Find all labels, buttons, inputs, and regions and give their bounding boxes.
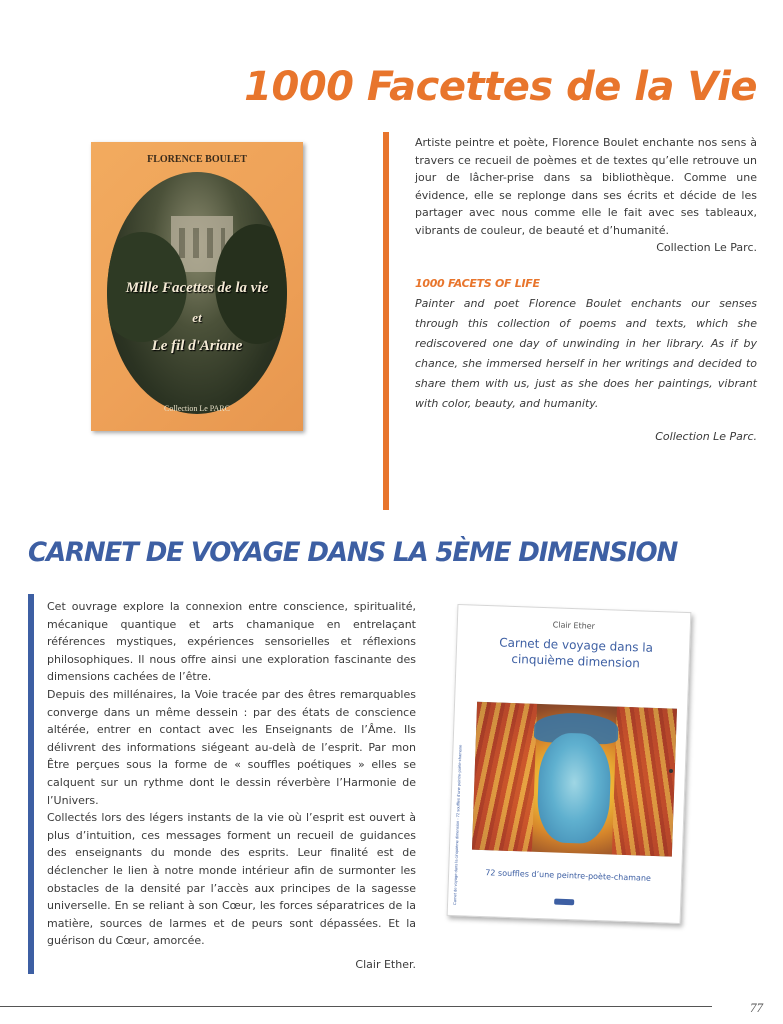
painting-hair-left [472,702,537,852]
cover-author: FLORENCE BOULET [147,154,247,165]
article-title-1000-facettes: 1000 Facettes de la Vie [244,64,757,110]
painting-face [536,732,612,844]
cover-title: Carnet de voyage dans la cinquième dimension [499,635,654,671]
cover-author: Clair Ether [552,620,596,631]
cover-subtitle: 72 souffles d’une peintre-poète-chamane [485,868,652,883]
painting-hair-right [612,707,677,857]
footer-rule [0,1006,712,1007]
paragraph-1: Cet ouvrage explore la connexion entre conscience, spiritualité, mécanique quantique et arts chamanique en entrelaçant références mystiques, expériences sensorielles et réflexions philosophiques. Il nous offre ainsi une exploration fascinante des dimensions cachées de l’être. [47,600,416,684]
text-english: Painter and poet Florence Boulet enchants our senses through this collection of poems and texts, which she rediscovered one day of unwinding in her library. As if by chance, she immersed herself in her writings and decided to share them with us, just as she does her paintings, vibrant with color, beauty, and humanity. [415,297,757,410]
bullet-dot [669,769,673,773]
section2-text [47,598,416,973]
book-cover-carnet-de-voyage [447,604,692,924]
signature-english: Collection Le Parc. [655,430,757,443]
publisher-logo-icon [554,899,574,906]
cover-title-line3: Le fil d'Ariane [151,338,243,354]
book-cover-mille-facettes [91,142,303,431]
blue-divider-bar [28,594,34,974]
orange-divider-bar [383,132,389,510]
paragraph-3: Collectés lors des légers instants de la vie où l’esprit est ouvert à plus d’intuition, ces messages forment un recueil de guidances des enseignants du monde des esprits. Leur finalité est de déclencher le lien à notre monde intérieur afin de surmonter les obstacles de la densité par l’accès aux principes de la sagesse universelle. En se reliant à son Cœur, les forces séparatrices de la matière, sources de larmes et de peurs sont dépassées. Et la guérison du Cœur, amorcée. [47,811,416,948]
text-french: Artiste peintre et poète, Florence Boulet enchante nos sens à travers ce recueil de poèmes et de textes qu’elle retrouve un jour de lâcher-prise dans sa bibliothèque. Comme une évidence, elle se replonge dans ses écrits et décide de les partager avec nous comme elle le fait avec ses tableaux, vibrants de couleur, de beauté et d’humanité. [415,136,757,237]
paragraph-2: Depuis des millénaires, la Voie tracée par des êtres remarquables converge dans un même dessein : par des états de conscience altérée, entrer en contact avec les Enseignants de l’Âme. Ils délivrent des informations siégeant au-delà de l’esprit. Par mon Être perçues sous la forme de « souffles poétiques » elles se calquent sur un rythme dont le dessin réverbère l’Harmonie de l’Univers. [47,687,416,807]
section1-text [415,134,757,446]
cover-title-line2: et [192,310,202,325]
subtitle-english: 1000 FACETS OF LIFE [415,276,540,290]
signature-clair-ether: Clair Ether. [355,957,416,971]
cover-spine-text: Carnet de voyage dans la cinquième dimension - 72 souffles d’une peintre-poète-chamane [452,744,463,906]
page-number: 77 [750,1000,763,1015]
cover-title-line1: Mille Facettes de la vie [125,280,269,296]
signature-french: Collection Le Parc. [656,241,757,254]
cover-painting-image [472,702,677,857]
article-title-carnet-de-voyage: CARNET DE VOYAGE DANS LA 5ÈME DIMENSION [28,537,678,568]
cover-collection: Collection Le PARC [164,404,230,413]
